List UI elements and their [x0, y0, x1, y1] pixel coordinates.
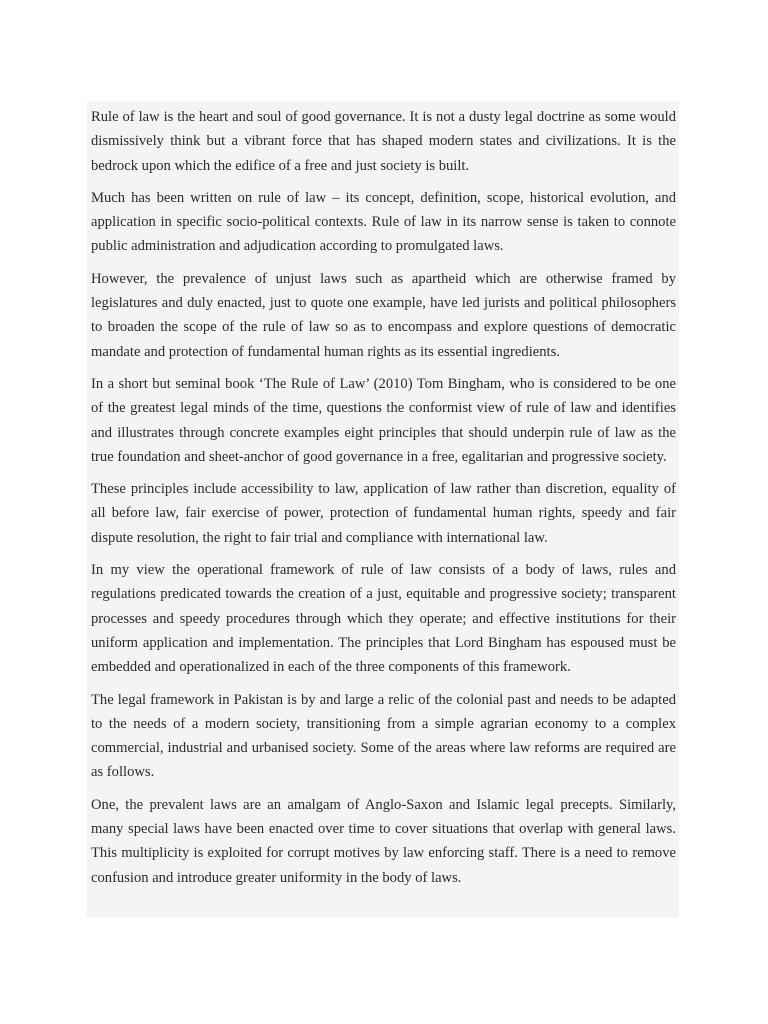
paragraph-6: In my view the operational framework of rule of law consists of a body of laws, rules and regulations predicated towards the creation of a just, equitable and progressive society; transparent processes and speedy procedures through which they operate; and effective institutions for their uniform application and implementation. The principles that Lord Bingham has espoused must be embedded and operationalized in each of the three components of this framework. — [91, 562, 676, 676]
paragraph-2: Much has been written on rule of law – its concept, definition, scope, historical evolution, and application in specific socio-political contexts. Rule of law in its narrow sense is taken to connote public administration and adjudication according to promulgated laws. — [91, 189, 676, 255]
paragraph-3: However, the prevalence of unjust laws such as apartheid which are otherwise framed by legislatures and duly enacted, just to quote one example, have led jurists and political philosophers to broaden the scope of the rule of law so as to encompass and explore questions of democratic mandate and protection of fundamental human rights as its essential ingredients. — [91, 270, 676, 360]
paragraph-1: Rule of law is the heart and soul of good governance. It is not a dusty legal doctrine as some would dismissively think but a vibrant force that has shaped modern states and civilizations. It is the bedrock upon which the edifice of a free and just society is built. — [91, 109, 676, 174]
paragraph-4: In a short but seminal book ‘The Rule of Law’ (2010) Tom Bingham, who is considered to be one of the greatest legal minds of the time, questions the conformist view of rule of law and identifies and illustrates through concrete examples eight principles that should underpin rule of law as the true foundation and sheet-anchor of good governance in a free, egalitarian and progressive society. — [91, 375, 676, 465]
paragraph-7: The legal framework in Pakistan is by and large a relic of the colonial past and needs to be adapted to the needs of a modern society, transitioning from a simple agrarian economy to a complex commercial, industrial and urbanised society. Some of the areas where law reforms are required are as follows. — [91, 691, 676, 781]
paragraph-5: These principles include accessibility to law, application of law rather than discretion, equality of all before law, fair exercise of power, protection of fundamental human rights, speedy and fair dispute resolution, the right to fair trial and compliance with international law. — [91, 481, 676, 546]
article-text-block — [87, 101, 679, 917]
paragraph-8: One, the prevalent laws are an amalgam of Anglo-Saxon and Islamic legal precepts. Similarly, many special laws have been enacted over time to cover situations that overlap with general laws. This multiplicity is exploited for corrupt motives by law enforcing staff. There is a need to remove confusion and introduce greater uniformity in the body of laws. — [91, 796, 676, 886]
